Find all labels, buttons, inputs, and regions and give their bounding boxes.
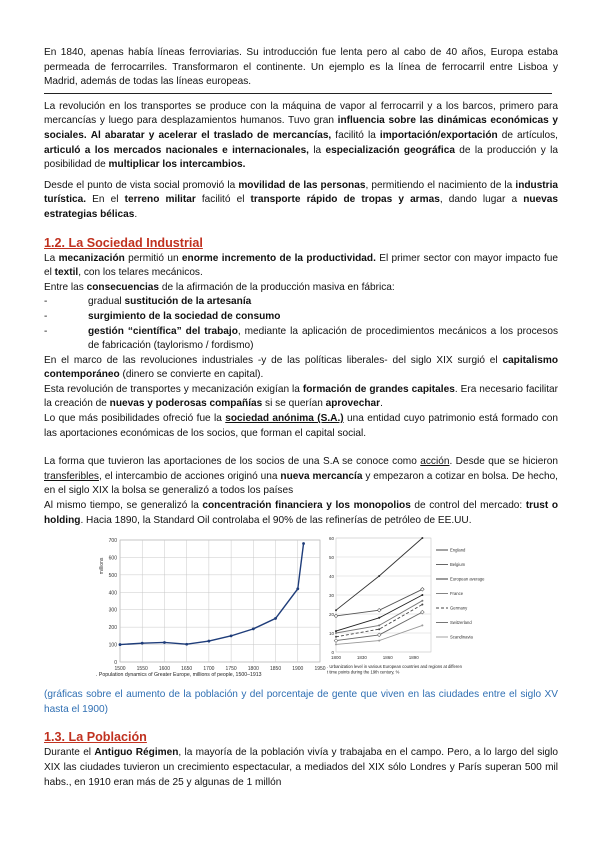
x-tick-label: 1830: [356, 655, 367, 661]
legend-label: Scandinavia: [450, 634, 473, 640]
x-tick-label: 1950: [314, 666, 326, 673]
paragraph-mechanization: La mecanización permitió un enorme incremento de la productividad. El primer sector con mayor impacto fue el textil, con los telares mecánicos.: [44, 252, 558, 279]
data-point: [302, 542, 305, 545]
chart-caption: . Urbanization level in various European countries and regions at differen: [327, 664, 462, 670]
paragraph-consequences: Entre las consecuencias de la afirmación de la producción masiva en fábrica:: [44, 281, 395, 293]
x-tick-label: 1800: [330, 655, 342, 661]
data-point: [185, 643, 188, 646]
data-point: [274, 617, 277, 620]
x-tick-label: 1900: [292, 666, 304, 673]
x-tick-label: 1860: [382, 655, 393, 661]
y-tick-label: 200: [108, 625, 117, 632]
data-point: [230, 635, 233, 638]
y-tick-label: 300: [108, 607, 117, 614]
x-tick-label: 1550: [136, 666, 148, 673]
x-tick-label: 1890: [408, 655, 419, 661]
x-tick-label: 1750: [225, 666, 237, 673]
data-point: [296, 588, 299, 591]
chart-caption-cont: t time points during the 19th century, %: [327, 669, 400, 675]
x-tick-label: 1600: [158, 666, 171, 673]
data-point: [207, 640, 210, 643]
data-point: [163, 641, 166, 644]
y-axis-label: millions: [99, 557, 105, 575]
y-tick-label: 50: [328, 555, 334, 561]
y-tick-label: 40: [328, 574, 334, 580]
x-tick-label: 1800: [247, 666, 259, 673]
data-point: [378, 625, 380, 627]
y-tick-label: 0: [331, 650, 334, 656]
legend-label: European average: [450, 576, 485, 582]
data-point: [421, 594, 423, 596]
legend-label: Switzerland: [450, 620, 472, 626]
y-tick-label: 700: [108, 538, 117, 545]
paragraph-capitalism: En el marco de las revoluciones industriales -y de las políticas liberales- del siglo XIX surgió el capitalismo contemporáneo (dinero se convierte en capital).: [44, 354, 558, 381]
data-point: [335, 609, 337, 611]
data-point: [378, 640, 380, 642]
section-heading-industrial-society: 1.2. La Sociedad Industrial: [44, 235, 203, 250]
data-point: [335, 636, 337, 638]
y-tick-label: 400: [108, 590, 117, 597]
data-point: [335, 644, 337, 646]
x-tick-label: 1700: [203, 666, 215, 673]
y-tick-label: 0: [114, 660, 117, 667]
data-point: [421, 604, 423, 606]
x-tick-label: 1650: [181, 666, 193, 673]
data-point: [378, 617, 380, 619]
paragraph-monopolios: Al mismo tiempo, se generalizó la concentración financiera y los monopolios de control del mercado: trust o holding. Hacia 1890, la Standard Oil controlaba el 90% de las refinerías de petróleo de EE.UU.: [44, 500, 558, 526]
y-tick-label: 60: [328, 536, 334, 542]
y-tick-label: 600: [108, 555, 117, 562]
list-item: - gestión “científica” del trabajo, mediante la aplicación de procedimientos mecánicos a los procesos de fabricación (taylorismo / fordismo): [44, 325, 559, 352]
data-point: [119, 643, 122, 646]
paragraph-railways: En 1840, apenas había líneas ferroviarias. Su introducción fue lenta pero al cabo de 40 años, Europa estaba permeada de ferrocarriles. Transformaron el continente. Un ejemplo es la línea de ferrocarril entre Lisboa y Madrid, además de todas las líneas europeas.: [44, 47, 558, 88]
divider: [44, 93, 552, 94]
document-page: [44, 46, 558, 790]
x-tick-label: 1500: [114, 666, 126, 673]
data-point: [335, 630, 337, 632]
data-point: [252, 628, 255, 631]
y-tick-label: 500: [108, 573, 117, 580]
paragraph-sociedad-anonima: Lo que más posibilidades ofreció fue la sociedad anónima (S.A.) una entidad cuyo patrimonio está formado con las aportaciones económicas de los socios, que forman el capital social.: [44, 413, 558, 439]
list-item: - surgimiento de la sociedad de consumo: [44, 310, 281, 322]
y-tick-label: 20: [328, 612, 334, 618]
paragraph-transport-revolution: La revolución en los transportes se produce con la máquina de vapor al ferrocarril y a los barcos, primero para mercancías y luego para desplazamientos humanos. Tuvo gran influencia sobre las dinámicas económicas y sociales. Al abaratar y acelerar el traslado de mercancías, facilitó la importación/exportación de artículos, articuló a los mercados nacionales e internacionales, la especialización geográfica de la producción y la posibilidad de multiplicar los intercambios.: [44, 100, 558, 171]
paragraph-acciones: La forma que tuvieron las aportaciones de los socios de una S.A se conoce como acción. Desde que se hicieron transferibles, el intercambio de acciones originó una nueva mercancía y empezaron a cotizar en bolsa. De hecho, en el siglo XIX la bolsa se generalizó a todos los países: [44, 456, 558, 497]
list-item: - gradual sustitución de la artesanía: [44, 296, 252, 308]
legend-label: Germany: [450, 605, 468, 611]
charts-caption: (gráficas sobre el aumento de la población y del porcentaje de gente que viven en las ciudades entre el siglo XV hasta el 1900): [44, 689, 558, 715]
urbanization-chart: [326, 534, 488, 686]
data-point: [421, 537, 423, 539]
legend-label: Belgium: [450, 562, 466, 568]
section-heading-population: 1.3. La Población: [44, 730, 147, 745]
data-point: [421, 600, 423, 602]
legend-label: England: [450, 547, 466, 553]
y-tick-label: 30: [328, 593, 334, 599]
plot-area: [120, 540, 320, 662]
x-tick-label: 1850: [269, 666, 282, 673]
y-tick-label: 100: [108, 642, 117, 649]
data-point: [421, 625, 423, 627]
data-point: [141, 642, 144, 645]
legend-label: France: [450, 591, 464, 597]
paragraph-social-impact: Desde el punto de vista social promovió la movilidad de las personas, permitiendo el nacimiento de la industria turística. En el terreno militar facilitó el transporte rápido de tropas y armas, dando lugar a nuevas estrategias bélicas.: [44, 179, 559, 220]
y-tick-label: 10: [328, 631, 334, 637]
data-point: [378, 628, 380, 630]
paragraph-population: Durante el Antiguo Régimen, la mayoría de la población vivía y trabajaba en el campo. Pero, a lo largo del siglo XIX las ciudades tuvieron un crecimiento espectacular, a mediados del XIX sólo Londres y París superan 500 mil habs., en 1910 eran más de 25 y algunas de 1 millón: [44, 747, 558, 788]
charts-row: [44, 534, 558, 686]
paragraph-capitals: Esta revolución de transportes y mecanización exigían la formación de grandes capitales. Era necesario facilitar la creación de nuevas y poderosas compañías si se querían aprovechar.: [44, 383, 558, 410]
data-point: [335, 632, 337, 634]
population-chart: [94, 534, 330, 686]
data-point: [378, 575, 380, 577]
chart-caption: . Population dynamics of Greater Europe, millions of people, 1500–1913: [96, 672, 262, 679]
